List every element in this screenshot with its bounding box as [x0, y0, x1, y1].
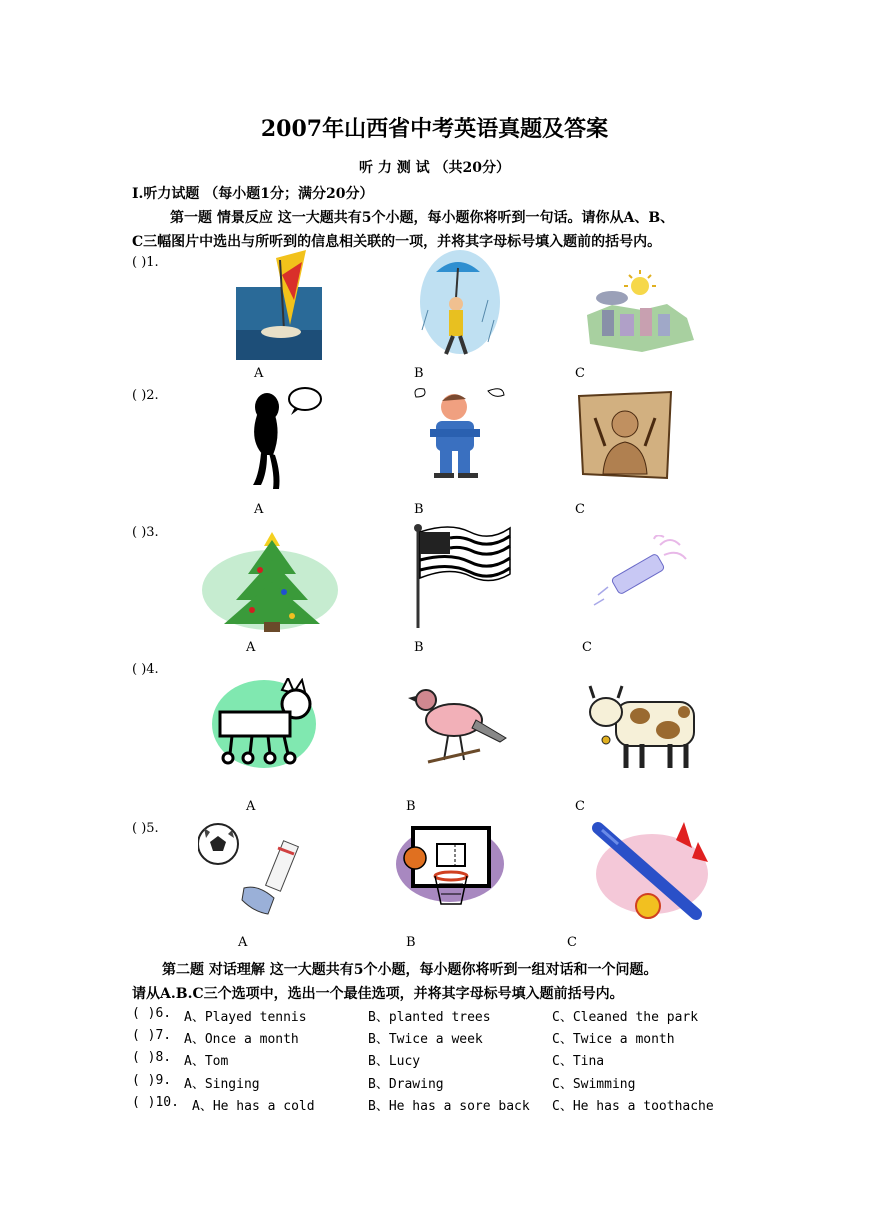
christmas-tree-icon[interactable] [200, 522, 340, 634]
q5-label-c: C [567, 935, 577, 950]
poster-man-icon[interactable] [575, 388, 675, 483]
baseball-bat-icon[interactable] [588, 818, 710, 926]
part1-instruction-line1: 第一题 情景反应 这一大题共有5个小题，每小题你将听到一句话。请你从A、B、 [170, 210, 675, 226]
soccer-kick-icon[interactable] [198, 818, 302, 920]
question-6-number[interactable]: ( )6. [132, 1006, 172, 1021]
q8-option-a[interactable]: A、Tom [184, 1054, 229, 1069]
part2-instruction-line1: 第二题 对话理解 这一大题共有5个小题，每小题你将听到一组对话和一个问题。 [162, 962, 658, 978]
angry-man-icon[interactable] [408, 385, 508, 480]
q3-label-b: B [414, 640, 424, 655]
q7-option-a[interactable]: A、Once a month [184, 1032, 299, 1047]
section-subtitle: 听 力 测 试 （共20分） [359, 160, 510, 176]
q4-label-c: C [575, 799, 585, 814]
q9-option-b[interactable]: B、Drawing [368, 1077, 444, 1092]
sunny-city-icon[interactable] [582, 270, 697, 355]
q8-option-c[interactable]: C、Tina [552, 1054, 605, 1069]
rain-umbrella-icon[interactable] [418, 250, 503, 360]
page-title: 2007年山西省中考英语真题及答案 [260, 116, 609, 142]
robot-cat-icon[interactable] [212, 678, 324, 770]
question-3-number[interactable]: ( )3. [132, 525, 159, 540]
question-2-number[interactable]: ( )2. [132, 388, 159, 403]
q6-option-a[interactable]: A、Played tennis [184, 1010, 307, 1025]
q8-option-b[interactable]: B、Lucy [368, 1054, 421, 1069]
q5-label-b: B [406, 935, 416, 950]
part2-instruction-line2: 请从A.B.C三个选项中，选出一个最佳选项，并将其字母标号填入题前括号内。 [132, 986, 624, 1002]
question-7-number[interactable]: ( )7. [132, 1028, 172, 1043]
q4-label-a: A [246, 799, 256, 814]
q10-option-b[interactable]: B、He has a sore back [368, 1099, 530, 1114]
q7-option-b[interactable]: B、Twice a week [368, 1032, 483, 1047]
question-9-number[interactable]: ( )9. [132, 1073, 172, 1088]
q2-label-b: B [414, 502, 424, 517]
cow-icon[interactable] [588, 682, 704, 772]
sailboat-icon[interactable] [236, 250, 322, 360]
firecracker-icon[interactable] [590, 535, 690, 615]
q9-option-c[interactable]: C、Swimming [552, 1077, 636, 1092]
q7-option-c[interactable]: C、Twice a month [552, 1032, 675, 1047]
us-flag-icon[interactable] [410, 522, 514, 630]
q2-label-c: C [575, 502, 585, 517]
question-1-number[interactable]: ( )1. [132, 255, 159, 270]
section1-heading: I.听力试题 （每小题1分；满分20分） [132, 186, 374, 202]
q9-option-a[interactable]: A、Singing [184, 1077, 260, 1092]
q10-option-c[interactable]: C、He has a toothache [552, 1099, 714, 1114]
part1-instruction-line2: C三幅图片中选出与所听到的信息相关联的一项，并将其字母标号填入题前的括号内。 [132, 234, 662, 250]
q1-label-b: B [414, 366, 424, 381]
q1-label-c: C [575, 366, 585, 381]
q3-label-c: C [582, 640, 592, 655]
question-4-number[interactable]: ( )4. [132, 662, 159, 677]
q3-label-a: A [246, 640, 256, 655]
question-10-number[interactable]: ( )10. [132, 1095, 179, 1110]
bird-icon[interactable] [408, 680, 508, 770]
q6-option-b[interactable]: B、planted trees [368, 1010, 491, 1025]
sad-person-icon[interactable] [245, 385, 325, 493]
q4-label-b: B [406, 799, 416, 814]
basketball-hoop-icon[interactable] [395, 822, 505, 914]
q10-option-a[interactable]: A、He has a cold [192, 1099, 315, 1114]
question-8-number[interactable]: ( )8. [132, 1050, 172, 1065]
q2-label-a: A [254, 502, 264, 517]
q5-label-a: A [238, 935, 248, 950]
q6-option-c[interactable]: C、Cleaned the park [552, 1010, 699, 1025]
question-5-number[interactable]: ( )5. [132, 821, 159, 836]
q1-label-a: A [254, 366, 264, 381]
